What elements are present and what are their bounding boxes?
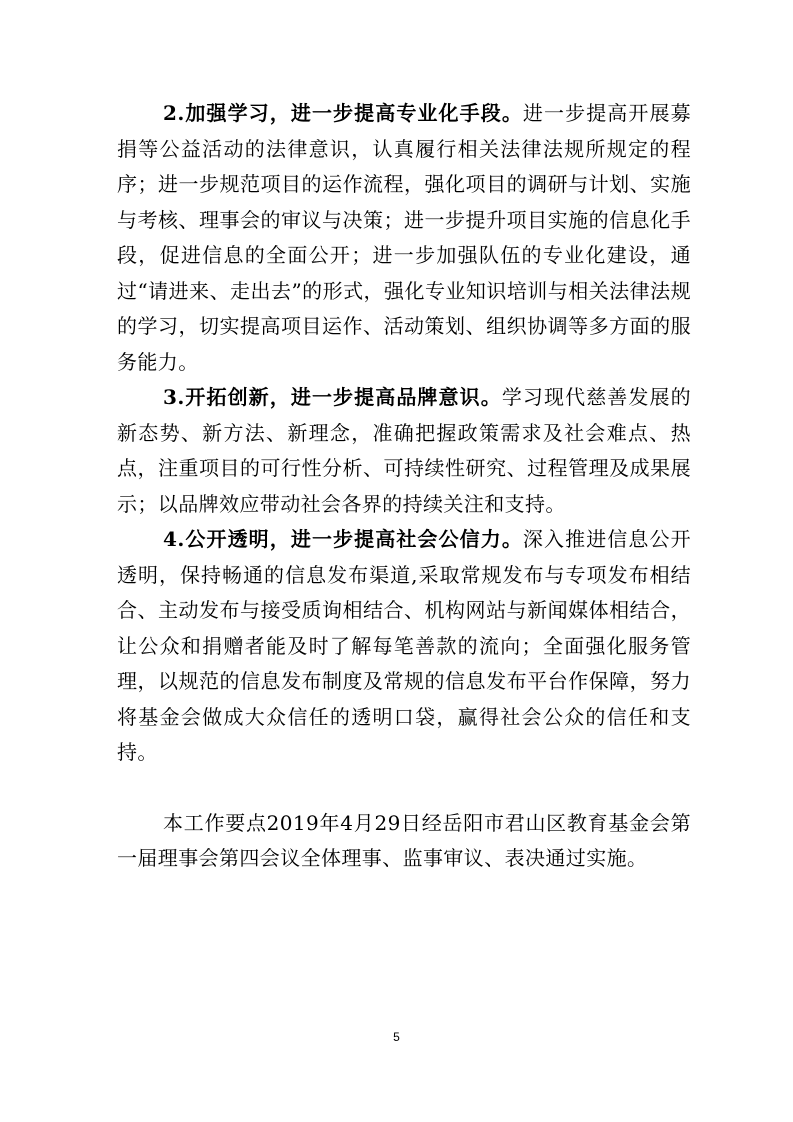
section-4-paragraph [117, 522, 691, 771]
page-number: 5 [393, 1030, 400, 1044]
section-3-paragraph [117, 380, 691, 522]
section-2-paragraph [117, 96, 691, 380]
section-4-heading: 4.公开透明，进一步提高社会公信力。 [163, 527, 523, 551]
section-3-heading: 3.开拓创新，进一步提高品牌意识。 [163, 385, 502, 409]
closing-statement: 本工作要点2019年4月29日经岳阳市君山区教育基金会第一届理事会第四会议全体理事、监事审议、表决通过实施。 [117, 810, 691, 870]
section-3-body: 学习现代慈善发展的新态势、新方法、新理念，准确把握政策需求及社会难点、热点，注重项目的可行性分析、可持续性研究、过程管理及成果展示；以品牌效应带动社会各界的持续关注和支持。 [117, 385, 691, 516]
section-4-body: 深入推进信息公开透明，保持畅通的信息发布渠道,采取常规发布与专项发布相结合、主动发布与接受质询相结合、机构网站与新闻媒体相结合，让公众和捐赠者能及时了解每笔善款的流向；全面强化服务管理，以规范的信息发布制度及常规的信息发布平台作保障，努力将基金会做成大众信任的透明口袋，赢得社会公众的信任和支持。 [117, 527, 691, 764]
document-body [117, 96, 691, 877]
section-2-heading: 2.加强学习，进一步提高专业化手段。 [163, 101, 523, 125]
section-2-body: 进一步提高开展募捐等公益活动的法律意识，认真履行相关法律法规所规定的程序；进一步规范项目的运作流程，强化项目的调研与计划、实施与考核、理事会的审议与决策；进一步提升项目实施的信息化手段，促进信息的全面公开；进一步加强队伍的专业化建设，通过“请进来、走出去”的形式，强化专业知识培训与相关法律法规的学习，切实提高项目运作、活动策划、组织协调等多方面的服务能力。 [117, 101, 691, 374]
